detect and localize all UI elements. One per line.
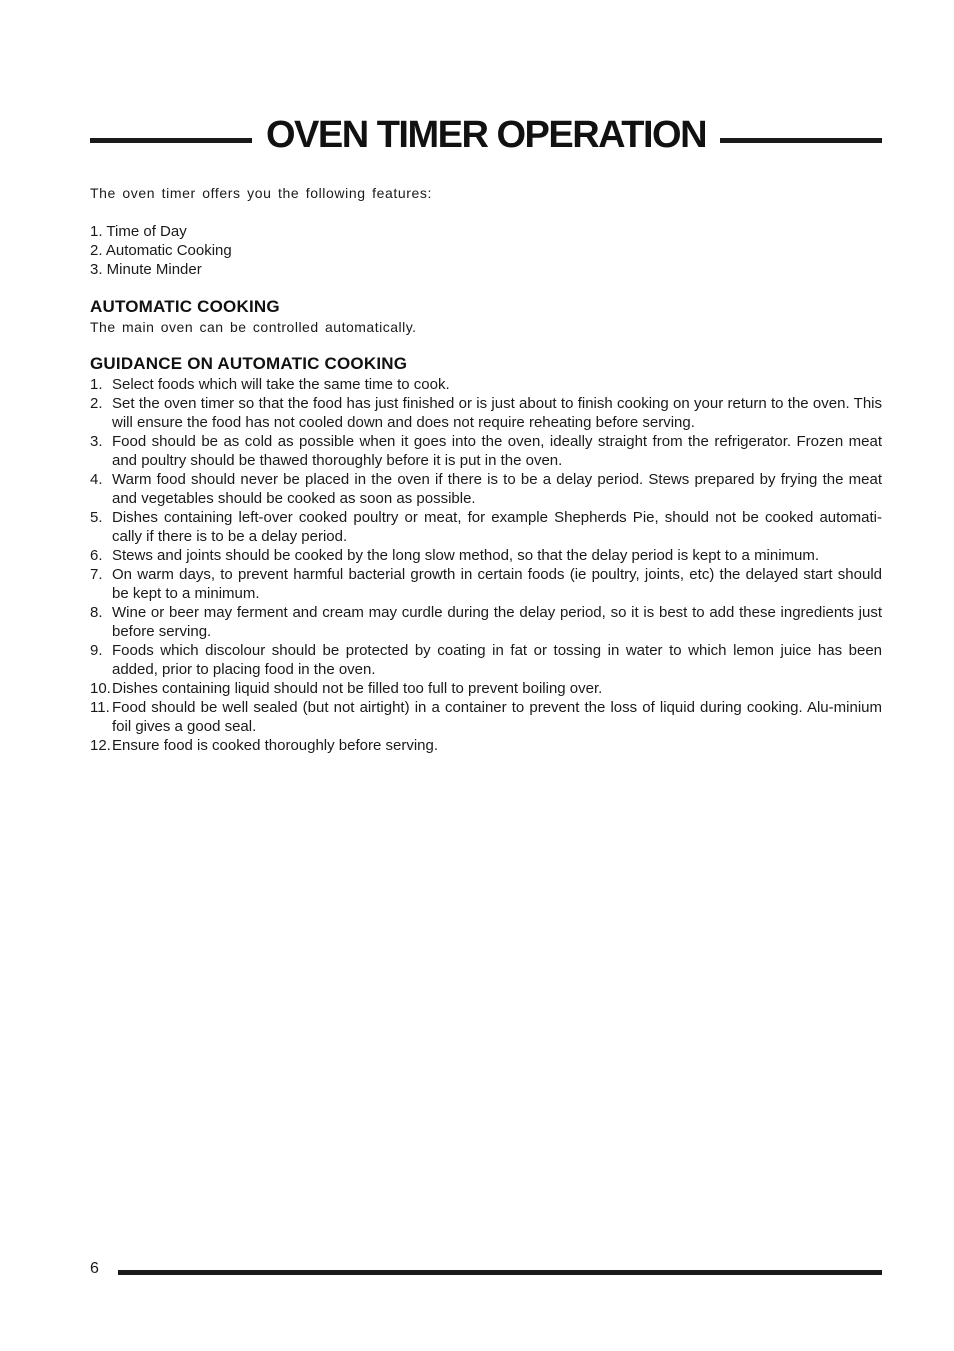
automatic-cooking-text: The main oven can be controlled automatically. <box>90 319 417 335</box>
guidance-heading: GUIDANCE ON AUTOMATIC COOKING <box>90 354 408 373</box>
guidance-item-number: 6. <box>90 547 103 564</box>
guidance-item-number: 4. <box>90 471 103 488</box>
guidance-item-number: 7. <box>90 566 103 583</box>
guidance-item <box>90 603 882 641</box>
guidance-list <box>90 375 882 755</box>
guidance-item-text: Foods which discolour should be protected by coating in fat or tossing in water to which lemon juice has been added, prior to placing food in the oven. <box>112 642 882 678</box>
page-footer <box>90 1258 882 1280</box>
guidance-item-number: 5. <box>90 509 103 526</box>
feature-item: 1. Time of Day <box>90 223 187 240</box>
guidance-item-text: Food should be as cold as possible when it goes into the oven, ideally straight from the refrigerator. Frozen meat and poultry should be thawed thoroughly before it is put in the oven. <box>112 433 882 469</box>
feature-list <box>90 222 232 279</box>
guidance-item-text: Dishes containing left-over cooked poultry or meat, for example Shepherds Pie, should not be cooked automati-cally if there is to be a delay period. <box>112 509 882 545</box>
guidance-item-number: 9. <box>90 642 103 659</box>
intro-text: The oven timer offers you the following features: <box>90 185 432 201</box>
guidance-item <box>90 508 882 546</box>
guidance-item-text: Select foods which will take the same time to cook. <box>112 376 450 393</box>
guidance-item-number: 3. <box>90 433 103 450</box>
guidance-item <box>90 470 882 508</box>
page-title: OVEN TIMER OPERATION <box>265 114 707 156</box>
title-row <box>90 112 882 158</box>
guidance-item-text: Warm food should never be placed in the oven if there is to be a delay period. Stews prepared by frying the meat and vegetables should be cooked as soon as possible. <box>112 471 882 507</box>
guidance-item <box>90 565 882 603</box>
guidance-item-number: 8. <box>90 604 103 621</box>
guidance-item <box>90 679 882 698</box>
title-rule-right <box>720 138 882 143</box>
guidance-item-number: 12. <box>90 737 111 754</box>
footer-rule <box>118 1270 882 1275</box>
guidance-item <box>90 394 882 432</box>
guidance-item-number: 10. <box>90 680 111 697</box>
guidance-item-text: Stews and joints should be cooked by the long slow method, so that the delay period is kept to a minimum. <box>112 547 820 564</box>
guidance-item <box>90 375 882 394</box>
guidance-item <box>90 641 882 679</box>
guidance-item-text: Food should be well sealed (but not airtight) in a container to prevent the loss of liquid during cooking. Alu-minium foil gives a good seal. <box>112 699 882 735</box>
guidance-item-text: Set the oven timer so that the food has just finished or is just about to finish cooking on your return to the oven. This will ensure the food has not cooled down and does not require reheating before serving. <box>112 395 882 431</box>
guidance-item-text: Dishes containing liquid should not be filled too full to prevent boiling over. <box>112 680 603 697</box>
guidance-item-text: Wine or beer may ferment and cream may curdle during the delay period, so it is best to add these ingredients just before serving. <box>112 604 882 640</box>
guidance-item-text: Ensure food is cooked thoroughly before serving. <box>112 737 439 754</box>
guidance-item-number: 11. <box>90 699 110 716</box>
feature-item: 3. Minute Minder <box>90 261 202 278</box>
guidance-item <box>90 698 882 736</box>
guidance-item <box>90 546 882 565</box>
guidance-item-number: 1. <box>90 376 103 393</box>
title-rule-left <box>90 138 252 143</box>
guidance-item-number: 2. <box>90 395 103 412</box>
guidance-item <box>90 432 882 470</box>
page-number: 6 <box>90 1260 99 1277</box>
automatic-cooking-heading: AUTOMATIC COOKING <box>90 297 280 316</box>
guidance-item-text: On warm days, to prevent harmful bacterial growth in certain foods (ie poultry, joints, etc) the delayed start should be kept to a minimum. <box>112 566 882 602</box>
guidance-item <box>90 736 882 755</box>
feature-item: 2. Automatic Cooking <box>90 242 232 259</box>
